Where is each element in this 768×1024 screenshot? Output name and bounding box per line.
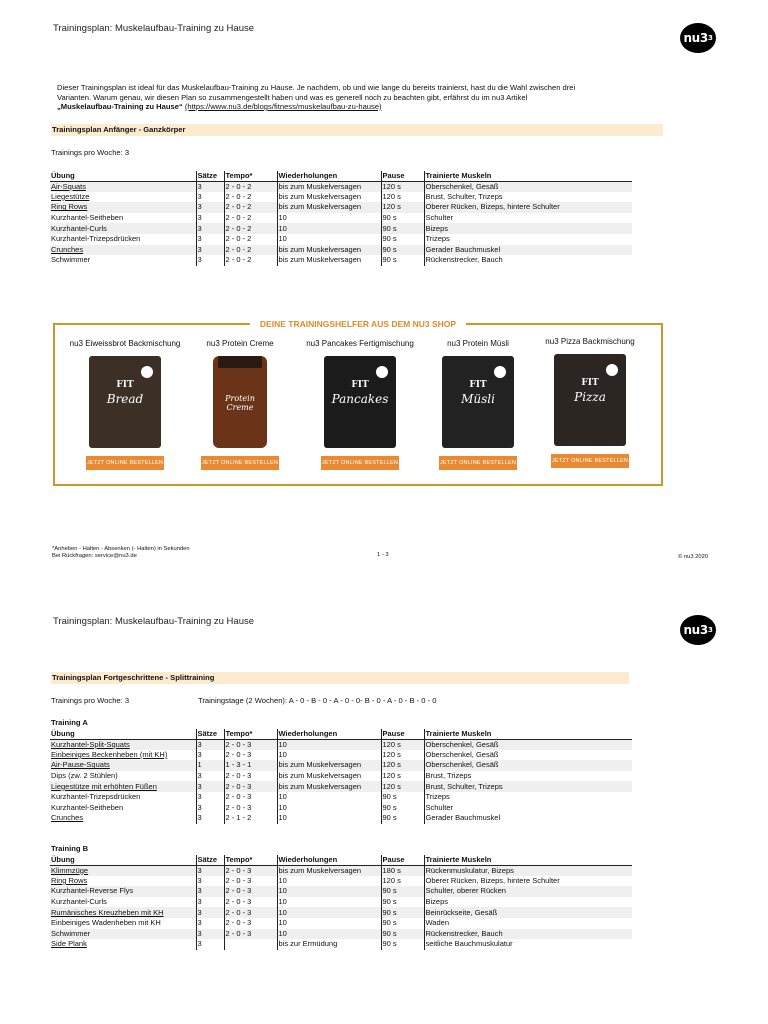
intro-line-2: Varianten. Warum genau, wir diesen Plan so zusammengestellt haben und was es generell noch zu beachten gibt, erfährst du im nu3 Artikel [57, 92, 528, 102]
table-row [50, 223, 632, 234]
trainings-per-week-2: Trainings pro Woche: 3 [51, 696, 130, 705]
table-row [50, 202, 632, 213]
cell-exercise: Dips (zw. 2 Stühlen) [51, 771, 118, 781]
cell-pause: 120 s [381, 771, 424, 782]
product-image[interactable] [213, 356, 267, 448]
cell-muscles: Oberschenkel, Gesäß [424, 739, 632, 750]
cell-exercise[interactable] [50, 245, 196, 256]
cell-sets: 3 [196, 918, 224, 929]
cell-sets: 3 [196, 803, 224, 814]
column-header: Trainierte Muskeln [424, 855, 632, 865]
cell-sets: 3 [196, 865, 224, 876]
exercise-link: Side Plank [51, 939, 87, 949]
cell-reps: 10 [277, 929, 381, 940]
cell-pause: 90 s [381, 792, 424, 803]
cell-pause: 120 s [381, 781, 424, 792]
exercise-link: Liegestütze [51, 191, 90, 201]
pack-fit-label: FIT [581, 378, 599, 388]
cell-reps: 10 [277, 213, 381, 224]
column-header: Sätze [196, 729, 224, 739]
cell-pause: 120 s [381, 876, 424, 887]
column-header: Wiederholungen [277, 855, 381, 865]
cell-sets: 3 [196, 781, 224, 792]
cell-sets: 3 [196, 181, 224, 192]
cell-muscles: Schulter [424, 213, 632, 224]
cell-exercise[interactable] [50, 939, 196, 950]
column-header: Übung [50, 855, 196, 865]
cell-reps: 10 [277, 918, 381, 929]
cell-exercise: Kurzhantel-Seitheben [51, 213, 124, 223]
cell-pause: 120 s [381, 192, 424, 203]
cell-pause: 120 s [381, 750, 424, 761]
training-a-table [50, 729, 632, 824]
cell-muscles: Oberschenkel, Gesäß [424, 750, 632, 761]
page-title: Trainingsplan: Muskelaufbau-Training zu Hause [53, 23, 255, 34]
cell-pause: 120 s [381, 739, 424, 750]
order-online-button[interactable]: JETZT ONLINE BESTELLEN [551, 454, 629, 468]
table-row [50, 918, 632, 929]
pack-fit-label: FIT [351, 380, 369, 390]
column-header: Pause [381, 855, 424, 865]
brand-badge-icon [494, 366, 506, 378]
cell-muscles: Oberer Rücken, Bizeps, hintere Schulter [424, 876, 632, 887]
cell-exercise[interactable] [50, 781, 196, 792]
cell-exercise: Kurzhantel-Curls [51, 897, 107, 907]
training-a-heading: Training A [51, 718, 88, 727]
table-row [50, 876, 632, 887]
cell-exercise: Schwimmer [51, 255, 91, 265]
cell-tempo: 2 - 0 - 3 [224, 803, 277, 814]
cell-sets: 3 [196, 192, 224, 203]
cell-pause: 120 s [381, 181, 424, 192]
cell-pause: 90 s [381, 245, 424, 256]
table-row [50, 929, 632, 940]
cell-muscles: Rückenstrecker, Bauch [424, 929, 632, 940]
cell-exercise: Kurzhantel-Seitheben [51, 802, 124, 812]
beginner-plan-table [50, 171, 632, 266]
cell-tempo: 2 - 0 - 3 [224, 876, 277, 887]
table-row [50, 181, 632, 192]
exercise-link: Einbeiniges Beckenheben (mit KH) [51, 749, 168, 759]
cell-pause: 90 s [381, 907, 424, 918]
cell-tempo: 2 - 1 - 2 [224, 813, 277, 824]
table-row [50, 865, 632, 876]
product-image[interactable] [442, 356, 514, 448]
cell-tempo: 2 - 0 - 3 [224, 771, 277, 782]
cell-pause: 90 s [381, 939, 424, 950]
cell-tempo: 2 - 0 - 3 [224, 929, 277, 940]
order-online-button[interactable]: JETZT ONLINE BESTELLEN [439, 456, 517, 470]
column-header: Sätze [196, 855, 224, 865]
table-row [50, 255, 632, 266]
cell-exercise[interactable] [50, 750, 196, 761]
cell-muscles: Beinrückseite, Gesäß [424, 907, 632, 918]
cell-tempo: 2 - 0 - 2 [224, 192, 277, 203]
cell-reps: 10 [277, 886, 381, 897]
cell-muscles: seitliche Bauchmuskulatur [424, 939, 632, 950]
cell-pause: 90 s [381, 255, 424, 266]
table-row [50, 781, 632, 792]
cell-sets: 3 [196, 234, 224, 245]
product-card[interactable] [175, 339, 305, 470]
pack-label: Pizza [574, 390, 606, 404]
cell-tempo: 2 - 0 - 3 [224, 781, 277, 792]
cell-tempo: 1 - 3 - 1 [224, 760, 277, 771]
cell-sets: 3 [196, 245, 224, 256]
product-name: nu3 Pancakes Fertigmischung [306, 339, 414, 348]
column-header: Wiederholungen [277, 729, 381, 739]
training-b-table [50, 855, 632, 950]
cell-muscles: Brust, Schulter, Trizeps [424, 781, 632, 792]
order-online-button[interactable]: JETZT ONLINE BESTELLEN [201, 456, 279, 470]
cell-pause: 120 s [381, 760, 424, 771]
pack-label: Protein Creme [225, 394, 255, 412]
cell-reps: 10 [277, 750, 381, 761]
cell-muscles: Oberschenkel, Gesäß [424, 181, 632, 192]
cell-muscles: Bizeps [424, 897, 632, 908]
product-card[interactable] [413, 339, 543, 470]
cell-muscles: Trizeps [424, 792, 632, 803]
cell-exercise[interactable] [50, 813, 196, 824]
section-title-beginner: Trainingsplan Anfänger - Ganzkörper [51, 124, 663, 136]
training-b-heading: Training B [51, 844, 89, 853]
product-name: nu3 Protein Creme [206, 339, 274, 348]
cell-sets: 3 [196, 213, 224, 224]
cell-sets: 3 [196, 739, 224, 750]
cell-sets: 3 [196, 255, 224, 266]
exercise-link: Rumänisches Kreuzheben mit KH [51, 907, 164, 917]
column-header: Tempo* [224, 729, 277, 739]
cell-tempo: 2 - 0 - 2 [224, 181, 277, 192]
pack-label: Bread [106, 392, 144, 406]
product-card[interactable] [60, 339, 190, 470]
product-card[interactable] [295, 339, 425, 470]
table-row [50, 803, 632, 814]
cell-muscles: Oberschenkel, Gesäß [424, 760, 632, 771]
table-row [50, 792, 632, 803]
exercise-link: Ring Rows [51, 875, 88, 885]
cell-tempo: 2 - 0 - 3 [224, 907, 277, 918]
contact-text: Bei Rückfragen: service@nu3.de [52, 553, 137, 559]
exercise-link: Ring Rows [51, 202, 88, 212]
brand-badge-icon [141, 366, 153, 378]
cell-tempo: 2 - 0 - 2 [224, 202, 277, 213]
cell-exercise: Kurzhantel-Curls [50, 223, 196, 234]
cell-reps: 10 [277, 739, 381, 750]
cell-reps: bis zum Muskelversagen [277, 255, 381, 266]
product-name: nu3 Protein Müsli [447, 339, 509, 348]
cell-reps: bis zum Muskelversagen [277, 245, 381, 256]
cell-sets: 3 [196, 876, 224, 887]
exercise-link: Crunches [51, 813, 84, 823]
logo-text-2: nu3 [683, 623, 708, 637]
cell-reps: bis zum Muskelversagen [277, 781, 381, 792]
page-title-2: Trainingsplan: Muskelaufbau-Training zu Hause [53, 616, 255, 627]
cell-sets: 1 [196, 760, 224, 771]
exercise-link: Crunches [51, 244, 84, 254]
cell-pause: 90 s [381, 813, 424, 824]
column-header: Tempo* [224, 855, 277, 865]
cell-muscles: Gerader Bauchmuskel [424, 245, 632, 256]
table-row [50, 213, 632, 224]
order-online-button[interactable]: JETZT ONLINE BESTELLEN [86, 456, 164, 470]
cell-pause: 90 s [381, 803, 424, 814]
table-row [50, 192, 632, 203]
cell-pause: 90 s [381, 929, 424, 940]
cell-reps: 10 [277, 897, 381, 908]
cell-muscles: Schulter [424, 803, 632, 814]
column-header: Trainierte Muskeln [424, 171, 632, 181]
cell-tempo: 2 - 0 - 3 [224, 739, 277, 750]
cell-muscles: Oberer Rücken, Bizeps, hintere Schulter [424, 202, 632, 213]
brand-badge-icon [376, 366, 388, 378]
cell-tempo: 2 - 0 - 3 [224, 792, 277, 803]
table-header-row [50, 729, 632, 739]
product-image[interactable] [89, 356, 161, 448]
cell-sets: 3 [196, 929, 224, 940]
cell-reps: 10 [277, 223, 381, 234]
cell-sets: 3 [196, 223, 224, 234]
table-row [50, 939, 632, 950]
cell-exercise: Einbeiniges Wadenheben mit KH [51, 918, 161, 928]
cell-pause: 90 s [381, 897, 424, 908]
cell-tempo: 2 - 0 - 3 [224, 750, 277, 761]
cell-reps: 10 [277, 803, 381, 814]
cell-muscles: Waden [424, 918, 632, 929]
cell-exercise[interactable] [50, 865, 196, 876]
cell-tempo: 2 - 0 - 3 [224, 918, 277, 929]
jar-lid [218, 356, 262, 368]
tempo-footnote: *Anheben - Halten - Absenken (- Halten) in Sekunden [52, 546, 190, 552]
cell-muscles: Trizeps [424, 234, 632, 245]
intro-line-1: Dieser Trainingsplan ist ideal für das Muskelaufbau-Training zu Hause. Je nachdem, ob und wie lange du bereits trainierst, hast du die Wahl zwischen drei [57, 83, 576, 92]
article-title: „Muskelaufbau-Training zu Hause“ [57, 102, 183, 111]
nu3-logo-2[interactable]: nu3 3 [680, 615, 716, 645]
pack-label: Müsli [461, 392, 495, 406]
column-header: Wiederholungen [277, 171, 381, 181]
cell-muscles: Gerader Bauchmuskel [424, 813, 632, 824]
cell-exercise[interactable] [50, 739, 196, 750]
cell-reps: 10 [277, 792, 381, 803]
cell-pause: 90 s [381, 234, 424, 245]
cell-exercise[interactable] [50, 907, 196, 918]
product-name: nu3 Eiweissbrot Backmischung [69, 339, 181, 348]
exercise-link: Kurzhantel-Split-Squats [51, 739, 130, 749]
column-header: Pause [381, 171, 424, 181]
cell-reps: bis zur Ermüdung [277, 939, 381, 950]
cell-tempo: 2 - 0 - 3 [224, 865, 277, 876]
cell-sets: 3 [196, 813, 224, 824]
table-row [50, 897, 632, 908]
cell-exercise[interactable] [50, 192, 196, 203]
table-row [50, 750, 632, 761]
table-row [50, 739, 632, 750]
cell-exercise: Kurzhantel-Trizepsdrücken [51, 792, 141, 802]
table-row [50, 245, 632, 256]
cell-reps: 10 [277, 234, 381, 245]
table-row [50, 234, 632, 245]
cell-tempo: 2 - 0 - 3 [224, 897, 277, 908]
cell-pause: 120 s [381, 202, 424, 213]
pack-fit-label: FIT [116, 380, 134, 390]
cell-tempo: 2 - 0 - 2 [224, 255, 277, 266]
article-link[interactable]: (https://www.nu3.de/blogs/fitness/muskelaufbau-zu-hause) [184, 102, 382, 111]
cell-muscles: Rückenstrecker, Bauch [424, 255, 632, 266]
cell-exercise[interactable] [50, 202, 196, 213]
cell-muscles: Rückenmuskulatur, Bizeps [424, 865, 632, 876]
product-card[interactable] [525, 337, 655, 468]
copyright: © nu3 2020 [678, 554, 709, 560]
cell-pause: 90 s [381, 918, 424, 929]
cell-reps: 10 [277, 876, 381, 887]
shop-box [53, 319, 663, 486]
cell-pause: 90 s [381, 213, 424, 224]
table-header-row [50, 855, 632, 865]
cell-tempo: 2 - 0 - 2 [224, 234, 277, 245]
cell-sets: 3 [196, 792, 224, 803]
cell-sets: 3 [196, 886, 224, 897]
cell-exercise[interactable] [50, 876, 196, 887]
column-header: Übung [50, 729, 196, 739]
column-header: Sätze [196, 171, 224, 181]
column-header: Trainierte Muskeln [424, 729, 632, 739]
cell-sets: 3 [196, 771, 224, 782]
cell-reps: 10 [277, 907, 381, 918]
exercise-link: Klimmzüge [51, 865, 89, 875]
cell-tempo: 2 - 0 - 2 [224, 245, 277, 256]
table-row [50, 813, 632, 824]
cell-tempo [224, 939, 277, 950]
section-title-advanced: Trainingsplan Fortgeschrittene - Splittraining [51, 672, 629, 684]
cell-reps: bis zum Muskelversagen [277, 760, 381, 771]
table-row [50, 907, 632, 918]
product-name: nu3 Pizza Backmischung [545, 337, 635, 346]
cell-exercise: Kurzhantel-Trizepsdrücken [51, 234, 141, 244]
product-image[interactable] [324, 356, 396, 448]
cell-reps: bis zum Muskelversagen [277, 865, 381, 876]
cell-sets: 3 [196, 202, 224, 213]
cell-muscles: Schulter, oberer Rücken [424, 886, 632, 897]
pack-fit-label: FIT [469, 380, 487, 390]
cell-exercise[interactable] [50, 760, 196, 771]
product-image[interactable] [554, 354, 626, 446]
training-days: Trainingstage (2 Wochen): A - 0 - B - 0 - A - 0 - 0- B - 0 - A - 0 - B - 0 - 0 [198, 696, 437, 705]
cell-pause: 90 s [381, 886, 424, 897]
footer-note [52, 546, 190, 560]
cell-muscles: Brust, Schulter, Trizeps [424, 192, 632, 203]
cell-tempo: 2 - 0 - 2 [224, 223, 277, 234]
shop-title: DEINE TRAININGSHELFER AUS DEM NU3 SHOP [250, 319, 466, 329]
cell-sets: 3 [196, 750, 224, 761]
cell-exercise: Schwimmer [50, 929, 196, 940]
exercise-link: Air-Squats [51, 181, 87, 191]
column-header: Pause [381, 729, 424, 739]
cell-reps: bis zum Muskelversagen [277, 181, 381, 192]
cell-reps: 10 [277, 813, 381, 824]
nu3-logo[interactable]: nu3 3 [680, 23, 716, 53]
trainings-per-week: Trainings pro Woche: 3 [51, 148, 130, 157]
column-header: Tempo* [224, 171, 277, 181]
pack-label: Pancakes [331, 392, 389, 406]
page-number: 1 - 3 [377, 552, 389, 558]
cell-pause: 180 s [381, 865, 424, 876]
column-header: Übung [50, 171, 196, 181]
table-header-row [50, 171, 632, 181]
table-row [50, 886, 632, 897]
logo-text: nu3 [683, 31, 708, 45]
cell-tempo: 2 - 0 - 2 [224, 213, 277, 224]
cell-reps: bis zum Muskelversagen [277, 202, 381, 213]
cell-reps: bis zum Muskelversagen [277, 771, 381, 782]
brand-badge-icon [606, 364, 618, 376]
cell-pause: 90 s [381, 223, 424, 234]
exercise-link: Liegestütze mit erhöhten Füßen [51, 781, 157, 791]
cell-sets: 3 [196, 907, 224, 918]
cell-exercise: Kurzhantel-Reverse Flys [50, 886, 196, 897]
cell-exercise[interactable] [50, 181, 196, 192]
intro-text [57, 83, 657, 112]
cell-sets: 3 [196, 897, 224, 908]
table-row [50, 760, 632, 771]
cell-reps: bis zum Muskelversagen [277, 192, 381, 203]
cell-sets: 3 [196, 939, 224, 950]
table-row [50, 771, 632, 782]
cell-tempo: 2 - 0 - 3 [224, 886, 277, 897]
exercise-link: Air-Pause-Squats [51, 760, 110, 770]
cell-muscles: Bizeps [424, 223, 632, 234]
order-online-button[interactable]: JETZT ONLINE BESTELLEN [321, 456, 399, 470]
cell-muscles: Brust, Trizeps [424, 771, 632, 782]
